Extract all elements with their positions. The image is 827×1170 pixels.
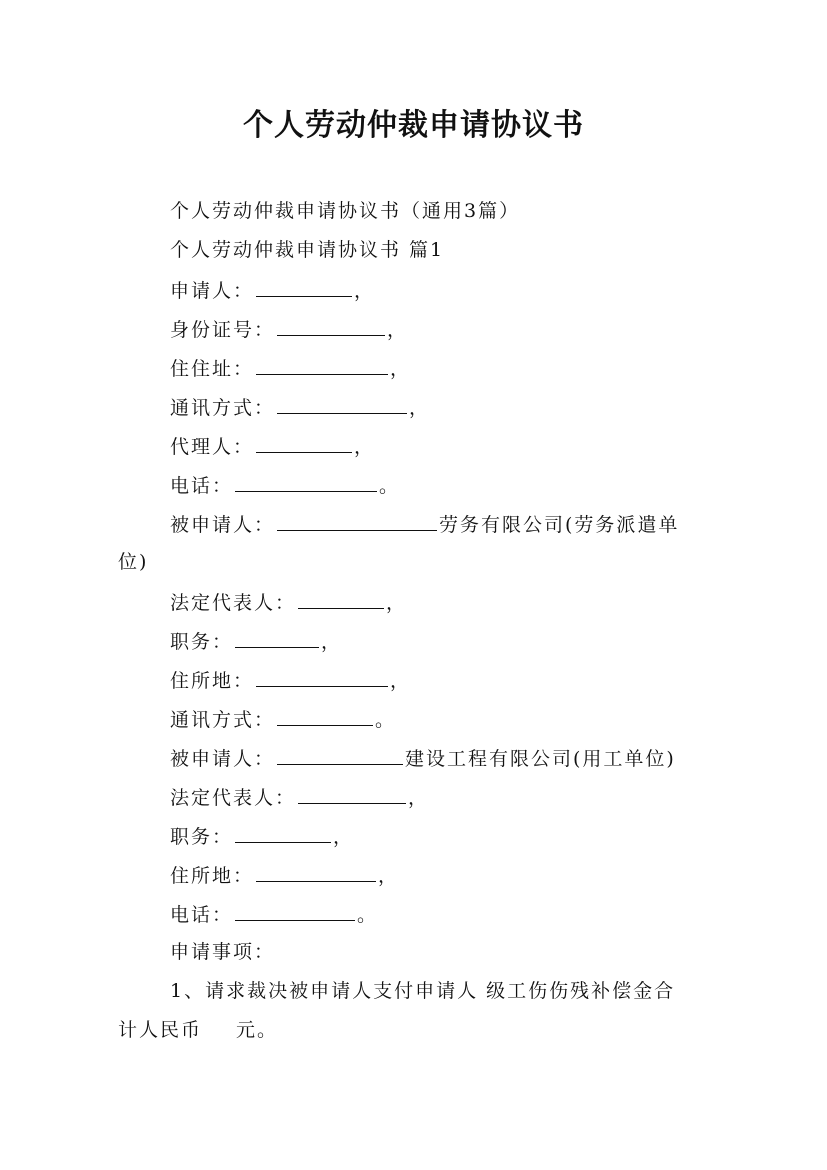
contact-label: 通讯方式： [170, 397, 276, 419]
comma: ， [408, 787, 430, 809]
comma: ， [390, 670, 412, 692]
respondent2-label: 被申请人： [170, 748, 276, 770]
address2-label: 住所地： [170, 865, 255, 887]
intro-line: 个人劳动仲裁申请协议书（通用3篇） [170, 200, 521, 222]
residence-blank [256, 354, 388, 375]
contact2-label: 通讯方式： [170, 709, 276, 731]
comma: ， [387, 319, 409, 341]
phone-label: 电话： [170, 475, 234, 497]
applicant-line [170, 276, 375, 304]
respondent1-line [170, 510, 679, 538]
contact2-blank [277, 705, 373, 726]
respondent2-line [170, 744, 676, 772]
address2-blank [256, 861, 376, 882]
period: 。 [357, 904, 379, 926]
legal-rep2-line [170, 783, 429, 811]
position1-line [170, 627, 342, 655]
agent-label: 代理人： [170, 436, 255, 458]
claims-heading: 申请事项： [170, 941, 276, 963]
claim1-line1: 1、请求裁决被申请人支付申请人 级工伤伤残补偿金合 [170, 980, 676, 1002]
contact-blank [277, 393, 407, 414]
respondent1-wrap: 位) [118, 551, 149, 573]
position1-label: 职务： [170, 631, 234, 653]
address1-line [170, 666, 411, 694]
position2-blank [235, 822, 331, 843]
document-title: 个人劳动仲裁申请协议书 [243, 108, 584, 143]
period: 。 [375, 709, 397, 731]
phone2-line [170, 900, 378, 928]
applicant-blank [256, 276, 352, 297]
comma: ， [333, 826, 355, 848]
agent-line [170, 432, 375, 460]
comma: ， [409, 397, 431, 419]
legal-rep1-label: 法定代表人： [170, 592, 297, 614]
id-blank [277, 315, 385, 336]
phone2-blank [235, 900, 355, 921]
applicant-label: 申请人： [170, 280, 255, 302]
address2-line [170, 861, 399, 889]
claim1-unit: 元。 [236, 1019, 279, 1041]
residence-line [170, 354, 411, 382]
claim1-line2 [118, 1017, 278, 1043]
residence-label: 住住址： [170, 358, 255, 380]
comma: ， [386, 592, 408, 614]
id-label: 身份证号： [170, 319, 276, 341]
agent-blank [256, 432, 352, 453]
legal-rep1-line [170, 588, 407, 616]
period: 。 [379, 475, 401, 497]
respondent2-blank [277, 744, 403, 765]
position1-blank [235, 627, 319, 648]
comma: ， [321, 631, 343, 653]
legal-rep1-blank [298, 588, 384, 609]
respondent2-suffix: 建设工程有限公司(用工单位) [405, 748, 676, 770]
respondent1-label: 被申请人： [170, 514, 276, 536]
comma: ， [378, 865, 400, 887]
id-line [170, 315, 408, 343]
position2-line [170, 822, 354, 850]
claim1-amount-label: 计人民币 [118, 1019, 203, 1041]
phone-blank [235, 471, 377, 492]
legal-rep2-blank [298, 783, 406, 804]
respondent1-suffix: 劳务有限公司(劳务派遣单 [439, 514, 680, 536]
comma: ， [354, 280, 376, 302]
comma: ， [354, 436, 376, 458]
contact-line [170, 393, 430, 421]
address1-blank [256, 666, 388, 687]
legal-rep2-label: 法定代表人： [170, 787, 297, 809]
section-heading: 个人劳动仲裁申请协议书 篇1 [170, 239, 445, 261]
contact2-line [170, 705, 396, 733]
position2-label: 职务： [170, 826, 234, 848]
address1-label: 住所地： [170, 670, 255, 692]
phone2-label: 电话： [170, 904, 234, 926]
respondent1-blank [277, 510, 437, 531]
comma: ， [390, 358, 412, 380]
phone-line [170, 471, 400, 499]
